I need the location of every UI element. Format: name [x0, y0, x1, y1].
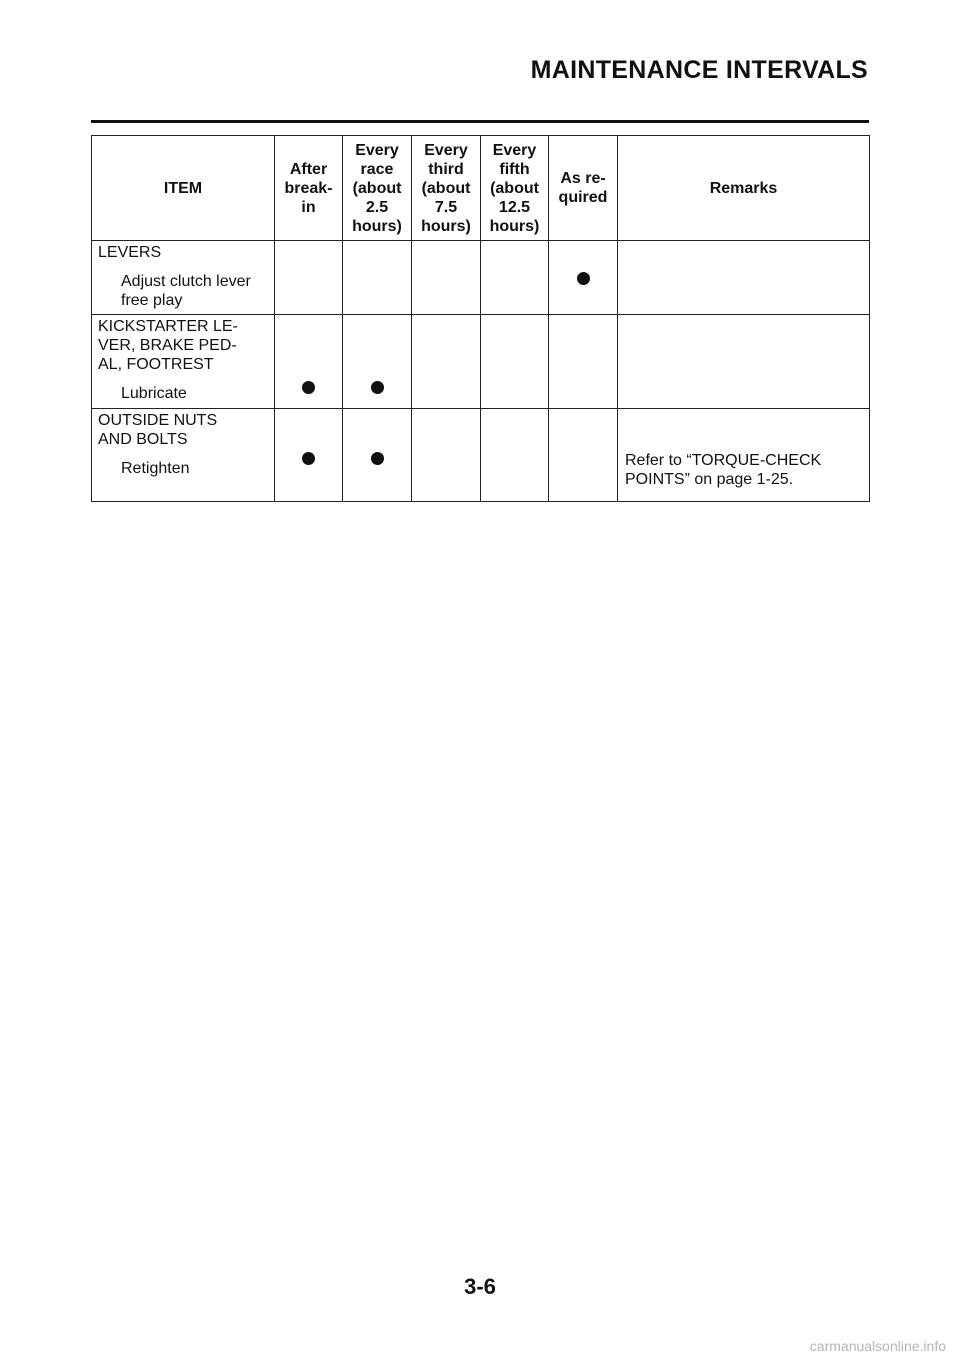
column-header-line: After — [289, 160, 328, 178]
item-category — [98, 243, 270, 262]
column-header-line: hours) — [421, 217, 471, 235]
item-cell — [92, 409, 275, 502]
item-category-line: KICKSTARTER LE- — [98, 318, 238, 335]
column-header-line: ITEM — [163, 179, 203, 197]
column-header-line: hours) — [489, 217, 540, 235]
column-header-line: Remarks — [709, 179, 778, 197]
item-task — [98, 272, 270, 310]
remarks-line: Refer to “TORQUE-CHECK — [625, 452, 822, 469]
column-header-as-required — [549, 136, 618, 241]
column-header-line: As re- — [560, 170, 606, 187]
interval-cell-after-break-in — [275, 241, 343, 315]
interval-cell-after-break-in — [275, 315, 343, 409]
column-header-line: 12.5 — [498, 198, 531, 216]
maintenance-table — [91, 135, 870, 502]
column-header-every-race — [343, 136, 412, 241]
watermark: carmanualsonline.info — [809, 1338, 946, 1354]
column-header-line: (about — [490, 179, 539, 197]
column-header-line: Every — [355, 141, 399, 159]
remarks-cell — [618, 241, 870, 315]
remarks-cell — [618, 409, 870, 502]
bullet-mark-icon — [371, 381, 384, 394]
interval-cell-after-break-in — [275, 409, 343, 502]
column-header-line: (about — [421, 179, 471, 197]
item-category-line: VER, BRAKE PED- — [98, 337, 237, 354]
column-header-line: fifth — [499, 160, 530, 178]
column-header-line: Every — [424, 141, 468, 159]
table-body — [92, 241, 870, 502]
column-header-every-fifth — [481, 136, 549, 241]
interval-cell-every-race — [343, 409, 412, 502]
column-header-item — [92, 136, 275, 241]
item-category-line: OUTSIDE NUTS — [98, 412, 218, 429]
column-header-line: in — [301, 198, 316, 216]
interval-cell-every-race — [343, 315, 412, 409]
column-header-after-break-in — [275, 136, 343, 241]
interval-cell-every-third — [412, 315, 481, 409]
column-header-line: third — [428, 160, 464, 178]
remarks-line: POINTS” on page 1-25. — [625, 471, 794, 488]
column-header-line: 7.5 — [434, 198, 458, 216]
item-task-line: Lubricate — [121, 385, 187, 402]
column-header-every-third — [412, 136, 481, 241]
table-row — [92, 241, 870, 315]
title-divider — [91, 120, 869, 123]
interval-cell-as-required — [549, 409, 618, 502]
bullet-mark-icon — [577, 272, 590, 285]
item-task-line: Retighten — [121, 460, 190, 477]
page-number: 3-6 — [464, 1274, 496, 1299]
table-row — [92, 315, 870, 409]
interval-cell-every-third — [412, 409, 481, 502]
bullet-mark-icon — [302, 452, 315, 465]
interval-cell-every-fifth — [481, 315, 549, 409]
item-task — [98, 384, 270, 403]
table-row — [92, 409, 870, 502]
column-header-remarks — [618, 136, 870, 241]
item-category — [98, 411, 270, 449]
item-task-line: Adjust clutch lever — [121, 273, 251, 290]
column-header-line: break- — [284, 179, 333, 197]
interval-cell-every-fifth — [481, 241, 549, 315]
item-task-line: free play — [121, 292, 183, 309]
column-header-line: 2.5 — [365, 198, 389, 216]
item-cell — [92, 241, 275, 315]
item-task — [98, 459, 270, 478]
item-category-line: AND BOLTS — [98, 431, 188, 448]
column-header-line: Every — [492, 141, 537, 159]
interval-cell-as-required — [549, 241, 618, 315]
item-cell — [92, 315, 275, 409]
item-category-line: LEVERS — [98, 244, 162, 261]
interval-cell-every-fifth — [481, 409, 549, 502]
column-header-line: race — [360, 160, 394, 178]
interval-cell-every-third — [412, 241, 481, 315]
remarks-cell — [618, 315, 870, 409]
item-category — [98, 317, 270, 374]
interval-cell-as-required — [549, 315, 618, 409]
column-header-line: quired — [558, 189, 608, 206]
column-header-line: hours) — [352, 217, 402, 235]
bullet-mark-icon — [371, 452, 384, 465]
table-header-row — [92, 136, 870, 241]
column-header-line: (about — [352, 179, 402, 197]
item-category-line: AL, FOOTREST — [98, 356, 214, 373]
remarks-text — [625, 451, 865, 489]
interval-cell-every-race — [343, 241, 412, 315]
page-title: MAINTENANCE INTERVALS — [530, 56, 868, 84]
bullet-mark-icon — [302, 381, 315, 394]
